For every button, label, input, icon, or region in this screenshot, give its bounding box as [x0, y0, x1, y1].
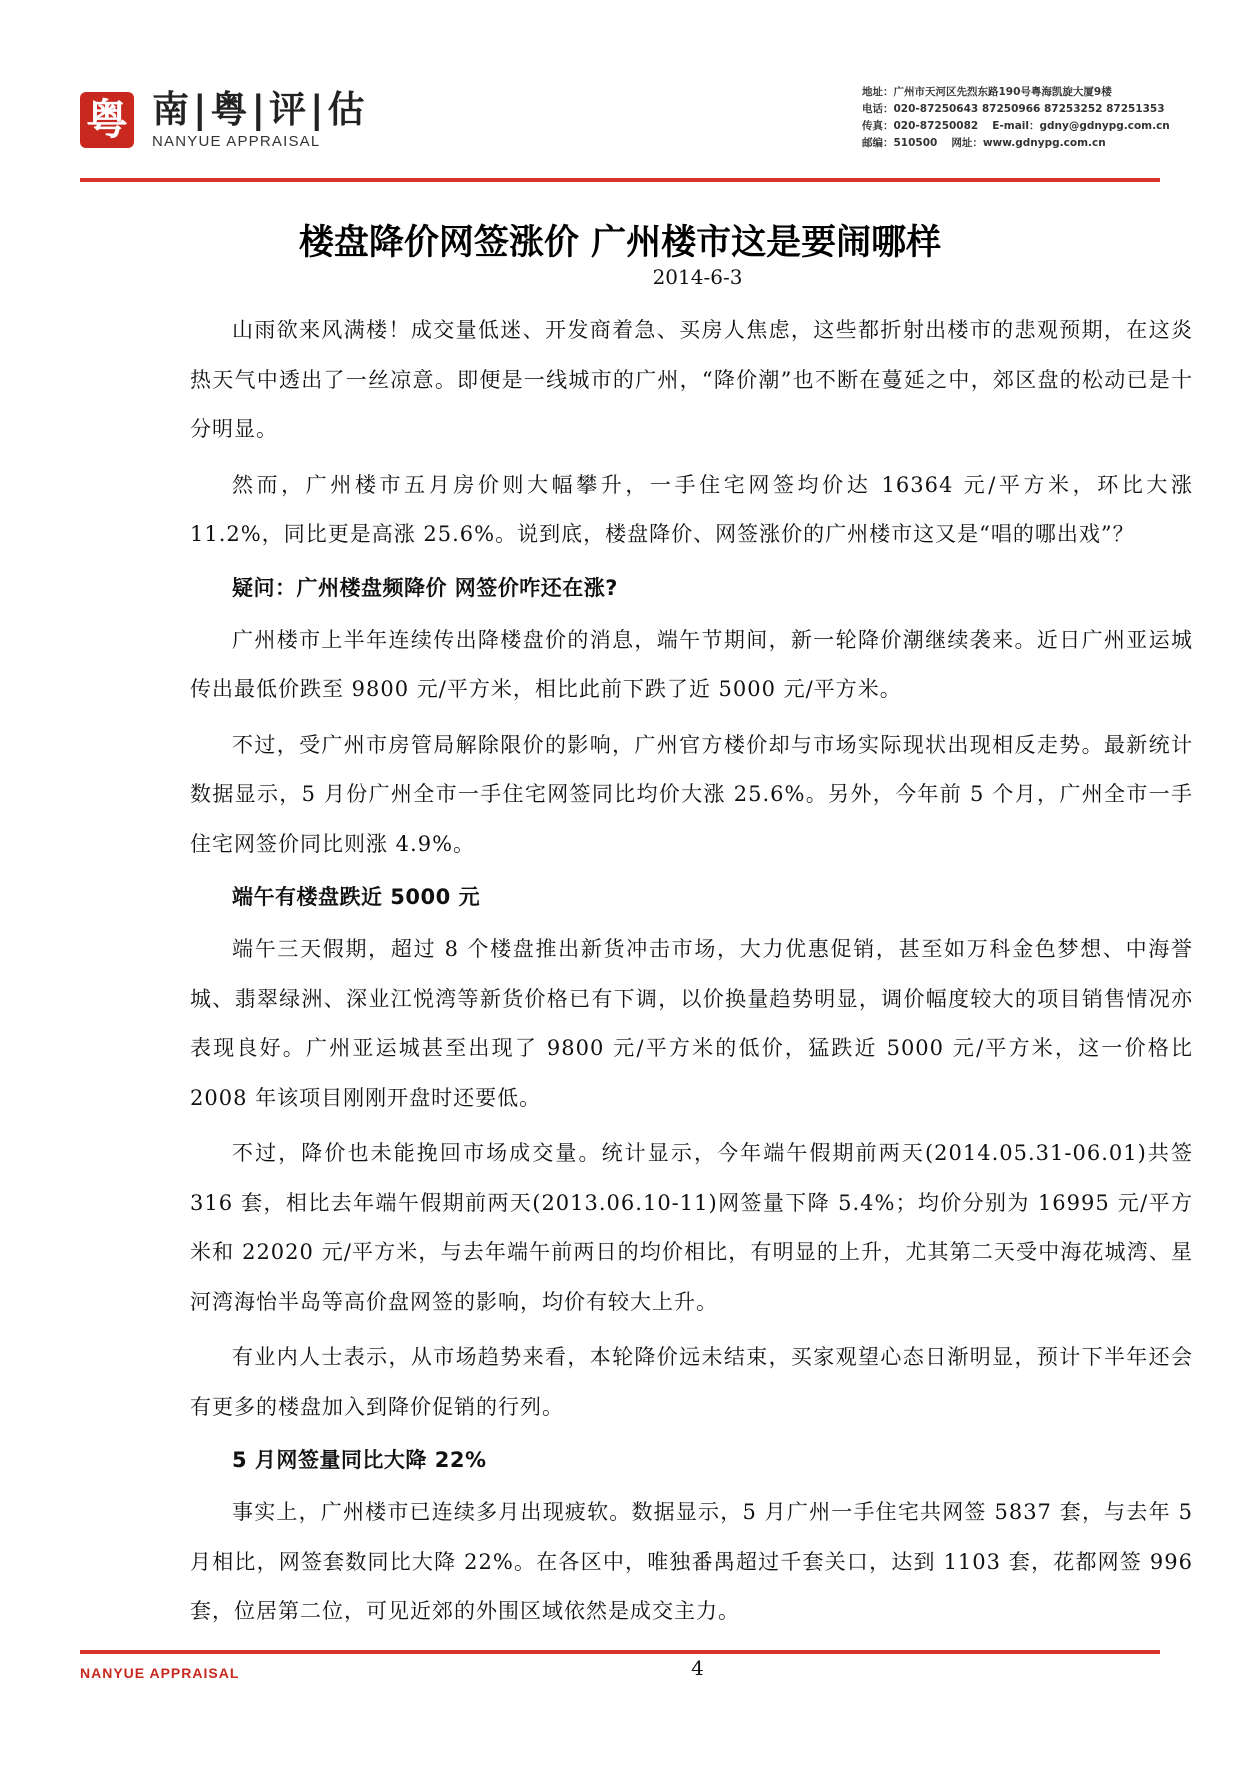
- contact-phone: 电话：020-87250643 87250966 87253252 87251353: [862, 103, 1165, 115]
- article-title: 楼盘降价网签涨价 广州楼市这是要闹哪样: [298, 223, 942, 264]
- article-body: [190, 306, 1193, 1643]
- paragraph-3: 广州楼市上半年连续传出降楼盘价的消息，端午节期间，新一轮降价潮继续袭来。近日广州亚运城传出最低价跌至 9800 元/平方米，相比此前下跌了近 5000 元/平方米。: [190, 627, 1193, 701]
- paragraph-2: 然而，广州楼市五月房价则大幅攀升，一手住宅网签均价达 16364 元/平方米，环比大涨 11.2%，同比更是高涨 25.6%。说到底，楼盘降价、网签涨价的广州楼市这又是“唱的哪出戏”？: [190, 472, 1193, 546]
- paragraph-1: 山雨欲来风满楼！成交量低迷、开发商着急、买房人焦虑，这些都折射出楼市的悲观预期，在这炎热天气中透出了一丝凉意。即便是一线城市的广州，“降价潮”也不断在蔓延之中，郊区盘的松动已是十分明显。: [190, 318, 1193, 441]
- paragraph-7: 有业内人士表示，从市场趋势来看，本轮降价远未结束，买家观望心态日渐明显，预计下半年还会有更多的楼盘加入到降价促销的行列。: [190, 1345, 1193, 1419]
- brand-name-en: NANYUE APPRAISAL: [152, 133, 321, 150]
- footer-brand: NANYUE APPRAISAL: [80, 1665, 240, 1681]
- article-date: 2014-6-3: [652, 265, 743, 289]
- section-heading-3: 5 月网签量同比大降 22%: [232, 1448, 487, 1472]
- contact-fax: 传真：020-87250082: [862, 120, 979, 132]
- header-divider: [80, 178, 1160, 182]
- brand-logo-icon: [80, 92, 134, 148]
- contact-postcode-website: [862, 135, 1162, 152]
- contact-block: [862, 84, 1170, 152]
- paragraph-5: 端午三天假期，超过 8 个楼盘推出新货冲击市场，大力优惠促销，甚至如万科金色梦想、中海誉城、翡翠绿洲、深业江悦湾等新货价格已有下调，以价换量趋势明显，调价幅度较大的项目销售情况亦表现良好。广州亚运城甚至出现了 9800 元/平方米的低价，猛跌近 5000 元/平方米，这一价格比 2008 年该项目刚刚开盘时还要低。: [190, 937, 1193, 1110]
- contact-address: 地址：广州市天河区先烈东路190号粤海凯旋大厦9楼: [862, 86, 1112, 98]
- brand-wordmark: [152, 88, 412, 152]
- logo-glyph: 粤: [85, 95, 128, 144]
- brand-name-cn: 南|粤|评|估: [152, 88, 369, 131]
- paragraph-4: 不过，受广州市房管局解除限价的影响，广州官方楼价却与市场实际现状出现相反走势。最新统计数据显示，5 月份广州全市一手住宅网签同比均价大涨 25.6%。另外，今年前 5 个月，广州全市一手住宅网签价同比则涨 4.9%。: [190, 732, 1193, 856]
- section-heading-2: 端午有楼盘跌近 5000 元: [232, 885, 481, 909]
- section-heading-1: 疑问：广州楼盘频降价 网签价咋还在涨?: [232, 575, 618, 600]
- page-header: [80, 84, 1170, 179]
- paragraph-6: 不过，降价也未能挽回市场成交量。统计显示，今年端午假期前两天(2014.05.31-06.01)共签 316 套，相比去年端午假期前两天(2013.06.10-11)网签量下降 5.4%；均价分别为 16995 元/平方米和 22020 元/平方米，与去年端午前两日的均价相比，有明显的上升，尤其第二天受中海花城湾、星河湾海怡半岛等高价盘网签的影响，均价有较大上升。: [190, 1141, 1193, 1314]
- contact-fax-email: [862, 118, 1170, 135]
- footer-divider: [80, 1650, 1160, 1654]
- paragraph-8: 事实上，广州楼市已连续多月出现疲软。数据显示，5 月广州一手住宅共网签 5837 套，与去年 5 月相比，网签套数同比大降 22%。在各区中，唯独番禺超过千套关口，达到 1103 套，花都网签 996 套，位居第二位，可见近郊的外围区域依然是成交主力。: [190, 1500, 1193, 1623]
- contact-postcode: 邮编：510500: [862, 137, 938, 149]
- page-number: 4: [691, 1656, 704, 1680]
- contact-website: 网址：www.gdnypg.com.cn: [951, 137, 1106, 149]
- contact-email: E-mail：gdny@gdnypg.com.cn: [992, 120, 1170, 132]
